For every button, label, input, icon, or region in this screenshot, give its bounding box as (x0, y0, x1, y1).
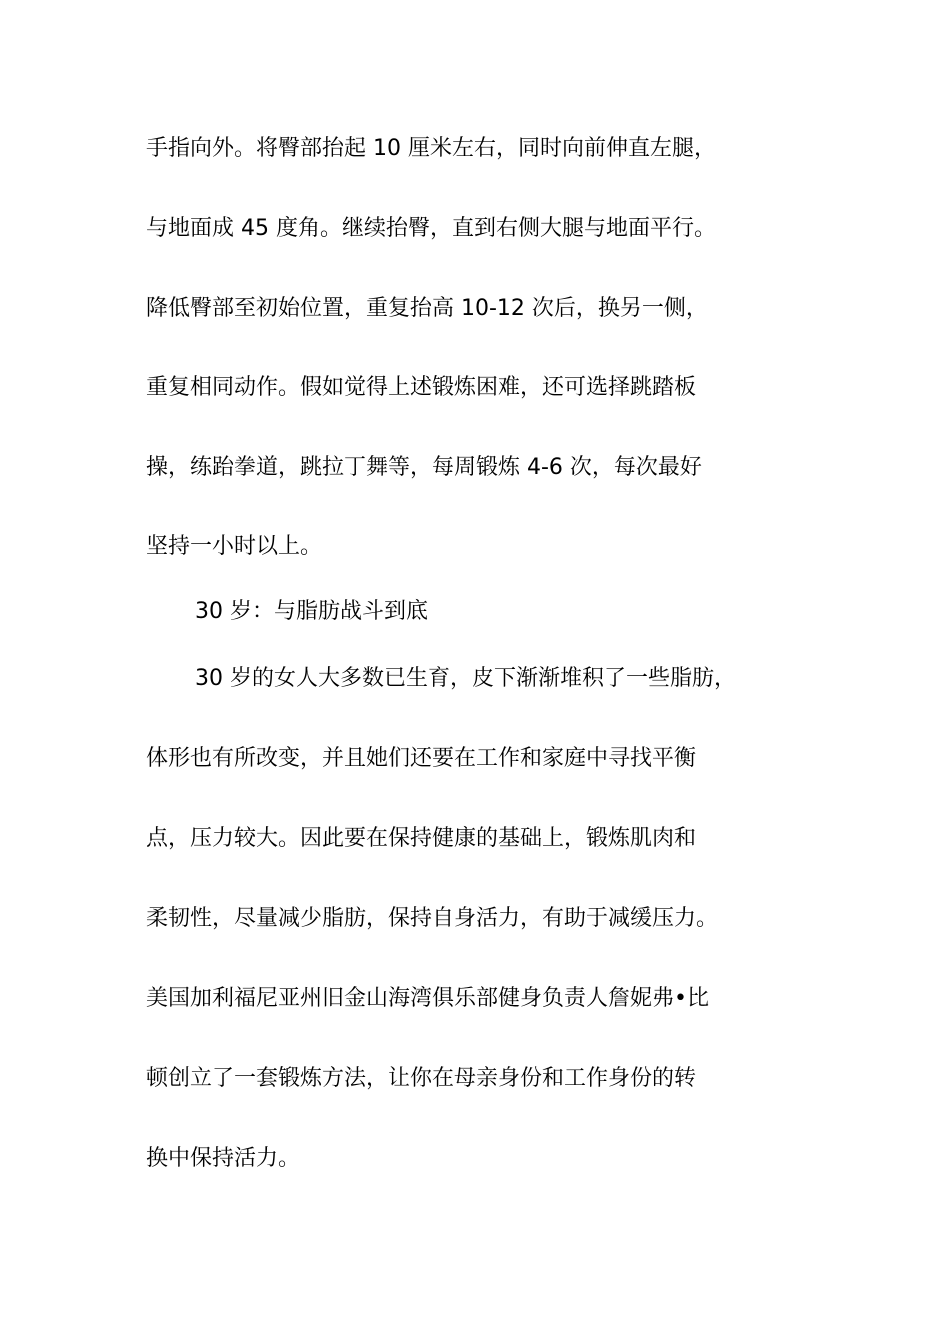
text-line: 重复相同动作。假如觉得上述锻炼困难，还可选择跳踏板 (146, 375, 697, 400)
text-line: 手指向外。将臀部抬起 10 厘米左右，同时向前伸直左腿， (146, 136, 716, 161)
text-line: 顿创立了一套锻炼方法，让你在母亲身份和工作身份的转 (146, 1066, 697, 1091)
section-heading: 30 岁：与脂肪战斗到底 (195, 599, 428, 624)
text-line: 与地面成 45 度角。继续抬臀，直到右侧大腿与地面平行。 (146, 216, 716, 241)
text-line: 换中保持活力。 (146, 1146, 301, 1171)
text-line: 降低臀部至初始位置，重复抬高 10-12 次后，换另一侧， (146, 296, 708, 321)
text-line: 柔韧性，尽量减少脂肪，保持自身活力，有助于减缓压力。 (146, 906, 719, 931)
text-line: 坚持一小时以上。 (146, 534, 323, 559)
text-line: 操，练跆拳道，跳拉丁舞等，每周锻炼 4-6 次，每次最好 (146, 455, 702, 480)
text-line: 30 岁的女人大多数已生育，皮下渐渐堆积了一些脂肪， (195, 666, 736, 691)
text-line: 点，压力较大。因此要在保持健康的基础上，锻炼肌肉和 (146, 826, 697, 851)
text-line: 体形也有所改变，并且她们还要在工作和家庭中寻找平衡 (146, 746, 697, 771)
text-line: 美国加利福尼亚州旧金山海湾俱乐部健身负责人詹妮弗•比 (146, 986, 709, 1011)
